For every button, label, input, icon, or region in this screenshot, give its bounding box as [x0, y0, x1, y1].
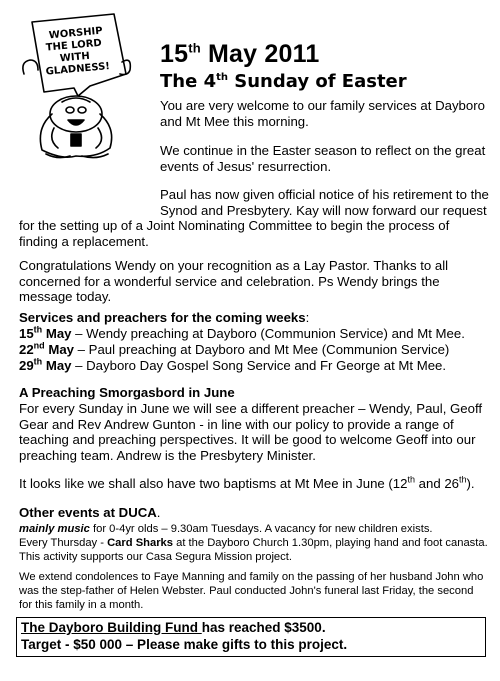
building-fund-box — [16, 617, 486, 657]
praising-figure-clipart — [18, 10, 133, 160]
other-events-heading: Other events at DUCA. — [19, 505, 161, 520]
smorgasbord-heading: A Preaching Smorgasbord in June — [19, 385, 235, 400]
mainly-music-line: mainly music for 0-4yr olds – 9.30am Tuesdays. A vacancy for new children exists. — [19, 523, 433, 535]
svg-text:WORSHIP: WORSHIP — [48, 25, 104, 42]
building-fund-target: Target - $50 000 – Please make gifts to this project. — [21, 636, 348, 652]
retirement-paragraph-end: for the setting up of a Joint Nominating Committee to begin the process of finding a replacement. — [19, 218, 450, 249]
smorgasbord-paragraph: For every Sunday in June we will see a different preacher – Wendy, Paul, Geoff Gear and Rev Andrew Gunton - in line with our policy to provide a range of teaching and preaching perspectives. It will be good to welcome Geoff into our preaching team. Andrew is the Presbytery Minister. — [19, 401, 483, 463]
svg-text:GLADNESS!: GLADNESS! — [45, 61, 111, 78]
congratulations-paragraph: Congratulations Wendy on your recognition as a Lay Pastor. Thanks to all concerned for a wonderful service and celebration. Ps Wendy brings the message today. — [19, 258, 449, 304]
welcome-paragraph: You are very welcome to our family services at Dayboro and Mt Mee this morning. — [160, 98, 485, 129]
service-item: 15th May – Wendy preaching at Dayboro (Communion Service) and Mt Mee. — [19, 324, 465, 341]
easter-paragraph: We continue in the Easter season to reflect on the great events of Jesus' resurrection. — [160, 143, 486, 174]
services-heading: Services and preachers for the coming weeks: — [19, 310, 310, 325]
service-item: 29th May – Dayboro Day Gospel Song Service and Fr George at Mt Mee. — [19, 356, 447, 373]
svg-text:THE LORD: THE LORD — [45, 37, 103, 54]
svg-text:WITH: WITH — [59, 50, 91, 65]
bulletin-date: 15th May 2011 — [160, 40, 320, 68]
card-sharks-paragraph: Every Thursday - Card Sharks at the Dayboro Church 1.30pm, playing hand and foot canasta. This activity supports our Casa Segura Mission project. — [19, 537, 488, 563]
service-item: 22nd May – Paul preaching at Dayboro and Mt Mee (Communion Service) — [19, 340, 450, 357]
retirement-paragraph-start: Paul has now given official notice of his retirement to the Synod and Presbytery. Kay will now forward our request — [160, 187, 489, 218]
baptisms-paragraph: It looks like we shall also have two baptisms at Mt Mee in June (12th and 26th). — [19, 474, 475, 491]
bulletin-subtitle: The 4th Sunday of Easter — [160, 71, 407, 92]
condolences-paragraph: We extend condolences to Faye Manning and family on the passing of her husband John who was the step-father of Helen Webster. Paul conducted John's funeral last Friday, the second for this family in a month. — [19, 571, 484, 611]
building-fund-status: The Dayboro Building Fund has reached $3500. — [21, 620, 326, 635]
